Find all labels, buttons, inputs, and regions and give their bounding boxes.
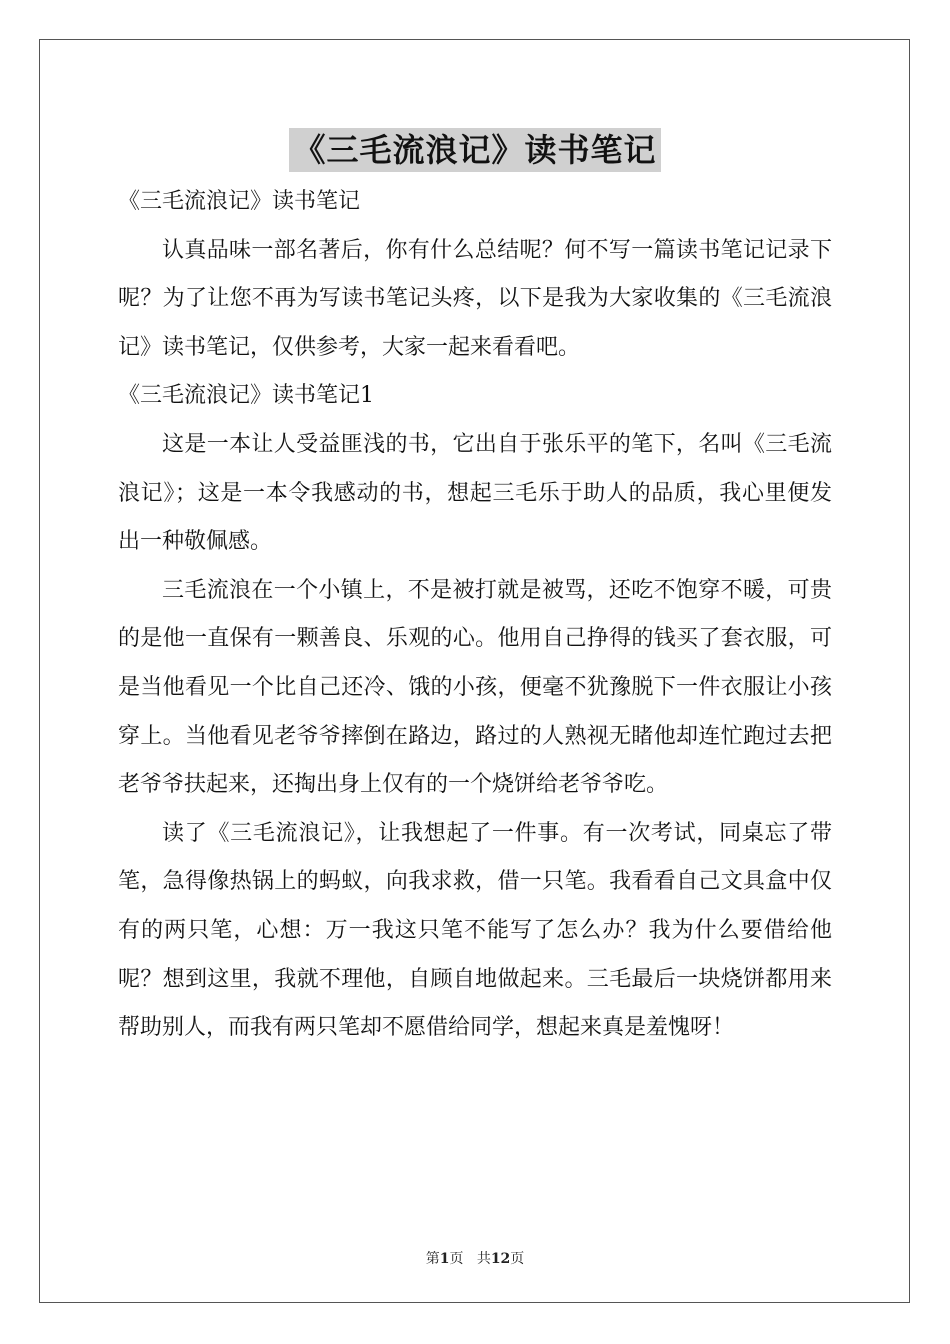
page-number: 1 (439, 1251, 450, 1267)
title-container (0, 128, 950, 172)
paragraph: 这是一本让人受益匪浅的书，它出自于张乐平的笔下，名叫《三毛流浪记》；这是一本令我感动的书，想起三毛乐于助人的品质，我心里便发出一种敬佩感。 (118, 431, 832, 555)
paragraph-heading: 《三毛流浪记》读书笔记1 (118, 383, 374, 409)
paragraph: 三毛流浪在一个小镇上，不是被打就是被骂，还吃不饱穿不暖，可贵的是他一直保有一颗善良、乐观的心。他用自己挣得的钱买了套衣服，可是当他看见一个比自己还冷、饿的小孩，便毫不犹豫脱下一件衣服让小孩穿上。当他看见老爷爷摔倒在路边，路过的人熟视无睹他却连忙跑过去把老爷爷扶起来，还掏出身上仅有的一个烧饼给老爷爷吃。 (118, 577, 832, 798)
total-prefix: 共 (476, 1251, 491, 1267)
total-pages: 12 (490, 1251, 511, 1267)
page-footer (0, 1248, 950, 1268)
paragraph-intro: 认真品味一部名著后，你有什么总结呢？何不写一篇读书笔记记录下呢？为了让您不再为写读书笔记头疼，以下是我为大家收集的《三毛流浪记》读书笔记，仅供参考，大家一起来看看吧。 (118, 237, 832, 360)
document-body (118, 178, 832, 1053)
total-suffix: 页 (510, 1251, 525, 1267)
page-prefix: 第 (425, 1251, 440, 1267)
paragraph: 读了《三毛流浪记》，让我想起了一件事。有一次考试，同桌忘了带笔，急得像热锅上的蚂蚁，向我求救，借一只笔。我看看自己文具盒中仅有的两只笔，心想：万一我这只笔不能写了怎么办？我为什么要借给他呢？想到这里，我就不理他，自顾自地做起来。三毛最后一块烧饼都用来帮助别人，而我有两只笔却不愿借给同学，想起来真是羞愧呀！ (118, 820, 832, 1041)
document-title: 《三毛流浪记》读书笔记 (289, 128, 660, 172)
paragraph-heading: 《三毛流浪记》读书笔记 (118, 189, 361, 214)
page-suffix: 页 (449, 1251, 464, 1267)
